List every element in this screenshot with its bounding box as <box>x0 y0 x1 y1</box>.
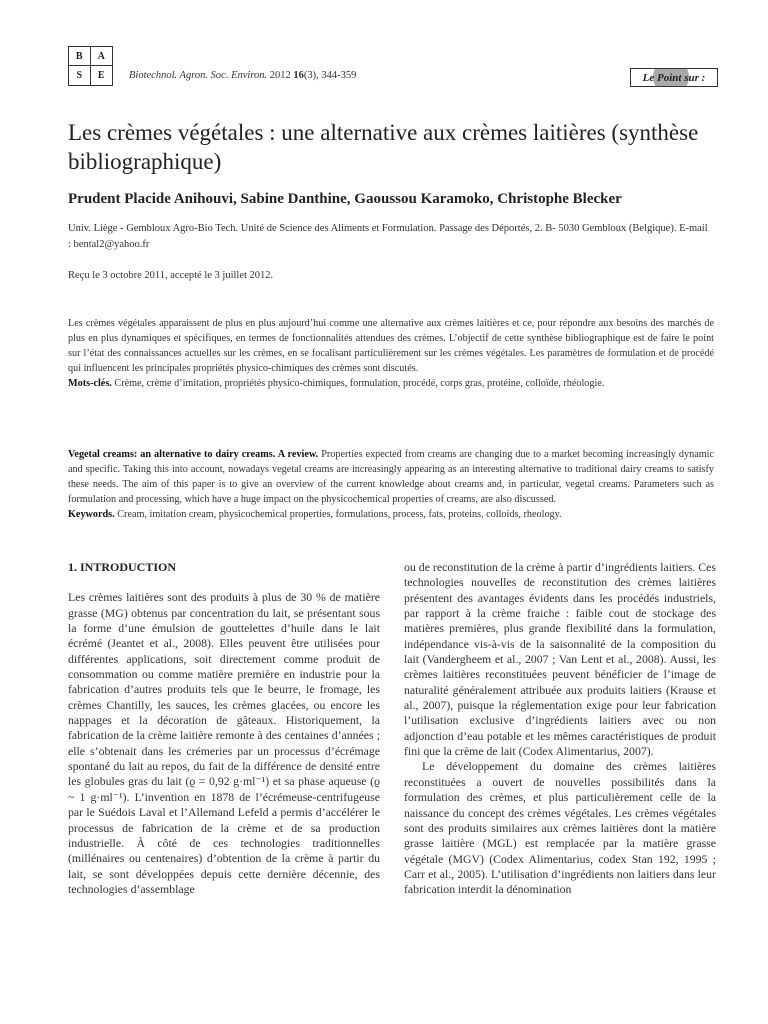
keywords-french-label: Mots-clés. <box>68 378 112 390</box>
abstract-english <box>68 447 714 522</box>
abstract-english-paragraph <box>68 447 714 507</box>
received-date: Reçu le 3 octobre 2011, accepté le 3 juillet 2012. <box>68 270 274 281</box>
journal-volume: 16 <box>293 70 304 81</box>
keywords-english-label: Keywords. <box>68 509 115 521</box>
journal-issue-pages: (3), 344-359 <box>303 70 357 81</box>
column-right <box>404 560 716 898</box>
column-left <box>68 560 380 897</box>
badge-label: Le Point sur : <box>642 71 706 84</box>
logo-letter: B <box>69 47 91 66</box>
abstract-french-text: Les crèmes végétales apparaissent de plus en plus aujourd’hui comme une alternative aux crèmes laitières et ce, pour répondre aux besoins des marchés de plus en plus dynamiques et spécifiques, en termes de fonctionnalités attendues des crèmes. L’objectif de cette synthèse bibliographique est de faire le point sur l’état des connaissances actuelles sur les crèmes, en se focalisant particulièrement sur les crèmes végétales. Les paramètres de formulation et de procédé qui influencent les principales propriétés physico-chimiques des crèmes sont discutés. <box>68 318 714 375</box>
abstract-french <box>68 316 714 391</box>
keywords-english-text: Cream, imitation cream, physicochemical properties, formulations, process, fats, proteins, colloids, rheology. <box>114 509 562 521</box>
page-header <box>68 46 718 86</box>
keywords-french <box>68 376 714 391</box>
abstract-english-text: Properties expected from creams are changing due to a market becoming increasingly dynamic and specific. Taking this into account, nowadays vegetal creams are increasingly appearing as an interesting alternative to traditional dairy creams to satisfy these needs. The aim of this paper is to give an overview of the current knowledge about creams and, in particular, vegetal creams. Parameters such as formulation and processing, which have a huge impact on the physicochemical properties of creams, are also discussed. <box>68 449 715 506</box>
article-authors: Prudent Placide Anihouvi, Sabine Danthine, Gaoussou Karamoko, Christophe Blecker <box>68 191 622 207</box>
journal-reference <box>129 70 356 81</box>
section-badge <box>630 68 718 87</box>
author-affiliation: Univ. Liège - Gembloux Agro-Bio Tech. Unité de Science des Aliments et Formulation. Passage des Déportés, 2. B- 5030 Gembloux (Belgique). E-mail : bental2@yahoo.fr <box>68 223 708 250</box>
introduction-paragraph-2: ou de reconstitution de la crème à partir d’ingrédients laitiers. Ces technologies nouvelles de reconstitution des crèmes laitières présentent des avantages évidents dans les procédés industriels, par rapport à la crème fraiche : faible cout de stockage des matières premières, plus grande flexibilité dans la formulation, indépendance vis-à-vis de la saisonnalité de la composition du lait (Vandergheem et al., 2007 ; Van Lent et al., 2008). Aussi, les crèmes laitières reconstituées peuvent bénéficier de l’image de naturalité généralement attribuée aux produits laitiers (Krause et al., 2007), puisque la réglementation exige pour leur fabrication l’utilisation exclusive d’ingrédients laitiers avec ou non adjonction d’eau potable et les mêmes caractéristiques de produit fini que la crème de lait (Codex Alimentarius, 2007). <box>404 560 716 759</box>
journal-year: 2012 <box>269 70 291 81</box>
logo-letter: E <box>97 70 105 81</box>
abstract-english-title: Vegetal creams: an alternative to dairy creams. A review. <box>68 449 319 460</box>
article-title: Les crèmes végétales : une alternative aux crèmes laitières (synthèse bibliographique) <box>68 120 699 174</box>
keywords-french-text: Crème, crème d’imitation, propriétés physico-chimiques, formulation, procédé, corps gras, protéine, colloïde, rhéologie. <box>111 378 605 390</box>
journal-logo <box>68 46 113 86</box>
logo-letter: A <box>91 47 113 66</box>
introduction-paragraph-3: Le développement du domaine des crèmes laitières reconstituées a ouvert de nouvelles possibilités dans la formulation des crèmes, et plus particulièrement celle de la naissance du concept des crèmes végétales. Les crèmes végétales sont des produits similaires aux crèmes laitières dont la matière grasse laitière (MGL) est remplacée par la matière grasse végétale (MGV) (Codex Alimentarius, codex Stan 192, 1995 ; Carr et al., 2005). L’utilisation d’ingrédients non laitiers dans leur fabrication interdit la dénomination <box>404 759 716 897</box>
journal-name: Biotechnol. Agron. Soc. Environ. <box>129 70 268 81</box>
section-heading-introduction: 1. INTRODUCTION <box>68 560 177 574</box>
keywords-english <box>68 507 714 522</box>
introduction-paragraph-1: Les crèmes laitières sont des produits à plus de 30 % de matière grasse (MG) obtenus par concentration du lait, se présentant sous la forme d’une émulsion de gouttelettes d’huile dans le lait écrémé (Jeantet et al., 2008). Elles peuvent être utilisées pour différentes applications, soit directement comme produit de consommation ou comme matière première en industrie pour la fabrication d’autres produits tels que le beurre, le fromage, les crèmes Chantilly, les sauces, les crèmes glacées, ou encore les nappages et la décoration de gâteaux. Historiquement, la fabrication de la crème laitière remonte à des centaines d’années ; elle s’obtenait dans les crémeries par un processus d’écrémage spontané du lait au repos, du fait de la différence de densité entre les globules gras du lait (ϱ = 0,92 g·ml⁻¹) et sa phase aqueuse (ϱ ~ 1 g·ml⁻¹). L’invention en 1878 de l’écrémeuse-centrifugeuse par le Suédois Laval et l’Allemand Lefeld a permis d’accélérer le processus de fabrication de la crème et de sa production industrielle. À côté de ces technologies traditionnelles (millénaires ou centenaires) d’obtention de la crème à partir du lait, se sont développées depuis cette dernière décennie, des technologies d’assemblage <box>68 590 380 896</box>
logo-letter: S <box>69 66 91 85</box>
